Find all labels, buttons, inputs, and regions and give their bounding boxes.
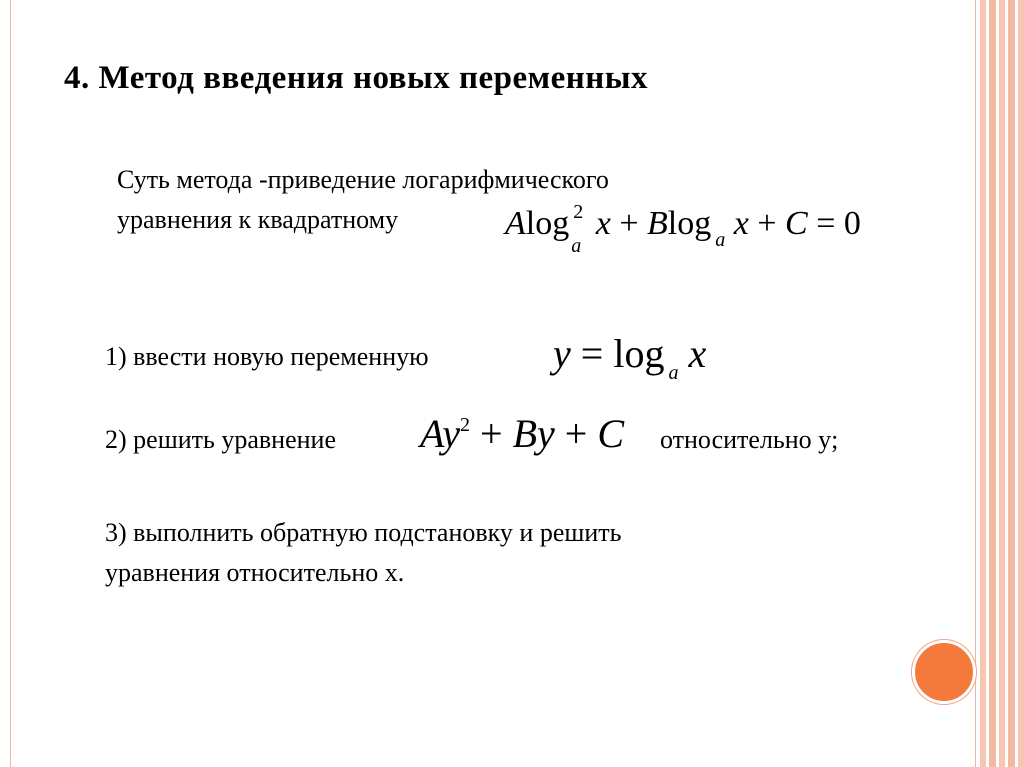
formula-term: A xyxy=(505,205,526,242)
slide-frame xyxy=(10,0,976,767)
decorative-stripes xyxy=(980,0,1024,767)
formula-term: a xyxy=(715,229,726,251)
formula-term: a xyxy=(571,235,582,257)
formula-term: + xyxy=(480,411,503,456)
formula-term: 2 xyxy=(573,201,584,223)
accent-circle xyxy=(912,640,976,704)
formula-term: y xyxy=(442,411,460,456)
step-3-line-2: уравнения относительно x. xyxy=(105,558,405,587)
formula-term: = xyxy=(816,205,836,242)
intro-line-1: Суть метода -приведение логарифмического xyxy=(117,165,609,194)
formula-term: x xyxy=(688,331,707,376)
formula-term: a xyxy=(668,362,679,384)
formula-term: y xyxy=(537,411,555,456)
formula-term: C xyxy=(597,411,625,456)
formula-term: y xyxy=(553,331,571,376)
formula-term: = xyxy=(580,331,604,376)
formula-term: 0 xyxy=(843,205,861,242)
step-3-line-1: 3) выполнить обратную подстановку и решить xyxy=(105,518,622,547)
formula-term: x xyxy=(595,205,611,242)
formula-term: B xyxy=(512,411,537,456)
formula-term: + xyxy=(619,205,639,242)
formula-term: + xyxy=(564,411,588,456)
step-2-text: 2) решить уравнение xyxy=(105,425,336,454)
formula-substitution xyxy=(553,330,707,384)
formula-term: 2 xyxy=(460,414,470,436)
formula-term: A xyxy=(420,411,443,456)
formula-term: + xyxy=(757,205,777,242)
step-2-suffix: относительно y; xyxy=(660,425,839,454)
formula-quadratic-y xyxy=(420,410,624,457)
formula-quadratic-log xyxy=(505,201,861,257)
formula-term: x xyxy=(733,205,749,242)
formula-term: C xyxy=(785,205,808,242)
formula-term: log xyxy=(613,331,665,376)
formula-term: log xyxy=(525,205,570,242)
slide-title: 4. Метод введения новых переменных xyxy=(64,60,649,96)
formula-term: B xyxy=(647,205,668,242)
formula-term: log xyxy=(667,205,712,242)
intro-line-2: уравнения к квадратному xyxy=(117,205,399,234)
step-1-text: 1) ввести новую переменную xyxy=(105,342,429,371)
